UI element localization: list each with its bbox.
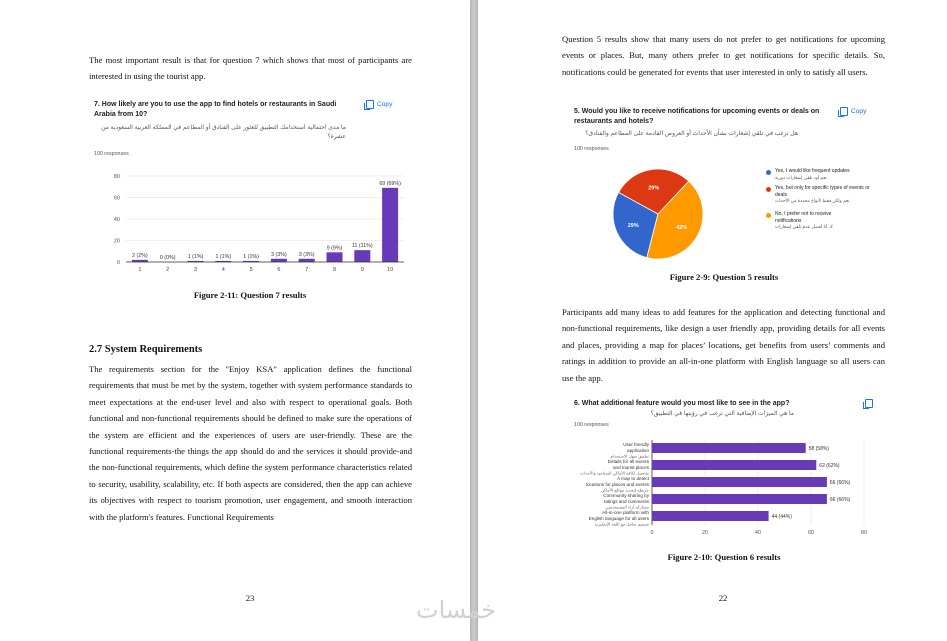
legend-label-ar: نعم ولكن فقط لأنواع محددة من الأحداث <box>775 198 850 203</box>
category-label: Community sharing by <box>603 493 649 498</box>
bar <box>652 511 769 521</box>
x-tick-label: 10 <box>387 267 394 273</box>
q7-bar-chart <box>88 170 408 280</box>
q6-question-ar: ما هي الميزات الإضافية التي ترغب في رؤيتها في التطبيق؟ <box>650 411 794 417</box>
x-tick-label: 80 <box>861 530 867 536</box>
x-tick-label: 1 <box>138 267 142 273</box>
data-label: 11 (11%) <box>351 243 373 250</box>
category-label-ar: خريطة لتحديد مواقع الأماكن <box>600 487 649 493</box>
copy-icon <box>840 107 848 116</box>
middle-paragraph: Participants add many ideas to add features for the application and detecting functional and non-functional requirements, like design a user friendly app, providing details for all events and places, providing a map for places’ locations, get benefits from users’ comments and ratings in addition to provide an all-in-one platform with English language so all users can use the app. <box>562 307 885 383</box>
q7-question: 7. How likely are you to use the app to find hotels or restaurants in Saudi Arabia from 10? <box>94 101 337 118</box>
x-tick-label: 7 <box>305 267 309 273</box>
data-label: 66 (66%) <box>829 480 851 486</box>
q5-legend <box>766 168 884 235</box>
data-label: 1 (1%) <box>243 253 259 260</box>
section-paragraph <box>89 361 412 525</box>
x-tick-label: 3 <box>193 267 198 273</box>
top-paragraph: Question 5 results show that many users do not prefer to get notifications for upcoming events or places. But, many others prefer to get notifications for specific details. So, notifications could be generated for events that user interested in only to satisfy all users. <box>562 34 885 77</box>
caption-q5: Figure 2-9: Question 5 results <box>669 272 779 282</box>
q6-bar-chart <box>568 438 886 546</box>
y-tick-label: 20 <box>113 238 120 245</box>
q6-question: 6. What additional feature would you most like to see in the app? <box>574 400 790 407</box>
x-tick-label: 6 <box>277 267 281 273</box>
data-label: 62 (62%) <box>819 463 840 469</box>
data-label: 58 (58%) <box>808 446 829 452</box>
data-label: 1 (1%) <box>215 253 232 260</box>
category-label-ar: تفاصيل لكافة الأماكن السياحية والأحداث <box>580 470 649 476</box>
bar <box>652 443 806 453</box>
data-label: 66 (66%) <box>829 497 851 503</box>
legend-dot-red <box>766 187 771 192</box>
data-label: 3 (3%) <box>298 251 315 258</box>
copy-chart-button[interactable] <box>865 399 873 408</box>
copy-chart-button[interactable] <box>840 107 866 116</box>
x-tick-label: 40 <box>755 530 761 536</box>
legend-item <box>766 185 884 211</box>
q5-responses: 100 responses <box>574 146 609 152</box>
category-label: A map to detect <box>617 476 649 481</box>
slice-label: 29% <box>648 185 660 192</box>
q5-question-ar: هل ترغب في تلقي إشعارات بشأن الأحداث أو العروض القادمة على المطاعم والفنادق؟ <box>585 131 798 137</box>
category-label-cont: English language for all users <box>588 516 649 521</box>
x-tick-label: 9 <box>360 267 364 273</box>
x-tick-label: 2 <box>166 267 170 273</box>
legend-label: No, I prefer not to receive notifications <box>775 211 832 224</box>
y-tick-label: 80 <box>113 174 120 180</box>
q5-question: 5. Would you like to receive notifications for upcoming events or deals on restaurants and hotels? <box>574 108 820 125</box>
category-label-ar: تصميم شامل مع اللغة الإنجليزية <box>594 521 649 527</box>
legend-label: Yes, but only for specific types of events or deals <box>775 185 870 198</box>
watermark: خمسات <box>416 596 497 624</box>
copy-icon <box>366 100 374 109</box>
section-paragraph-text: The requirements section for the "Enjoy KSA" application defines the functional requirements that must be met by the system, together with system performance standards to meet expectations at the end-user level and also with respect to operational goals. Both functional and non-functional requirements should be defined to make sure the operations of the system are efficient and the experiences of users are user-friendly. These are the functional requirements-the things the app should do and the services it should provide-and the non-functional requirements, which define the system performance characteristics related to security, usability, scalability, etc. If both aspects are considered, then the app can achieve its objectives with respect to tourism promotion, user engagement, and smooth interaction with the platform's features. <box>89 364 412 522</box>
data-label: 2 (2%) <box>132 252 148 259</box>
y-tick-label: 60 <box>113 195 120 202</box>
copy-label: Copy <box>377 101 393 108</box>
category-label: User friendly <box>623 442 649 447</box>
x-tick-label: 5 <box>249 267 253 273</box>
page-number-right: 22 <box>718 593 728 603</box>
bar <box>299 259 315 262</box>
x-tick-label: 4 <box>221 267 225 273</box>
x-tick-label: 8 <box>332 267 337 273</box>
data-label: 44 (44%) <box>771 514 792 520</box>
x-tick-label: 0 <box>650 530 654 536</box>
slice-label: 29% <box>627 222 639 229</box>
x-tick-label: 20 <box>702 530 708 536</box>
legend-item <box>766 168 884 185</box>
x-tick-label: 60 <box>808 530 814 536</box>
copy-chart-button[interactable] <box>366 100 392 109</box>
legend-item <box>766 211 884 235</box>
category-label-cont: ratings and comments <box>603 499 649 504</box>
data-label: 0 (0%) <box>159 255 176 261</box>
category-label-ar: تطبيق سهل الاستخدام <box>610 453 649 459</box>
slice-label: 42% <box>676 224 688 231</box>
page-right <box>478 0 947 641</box>
form-q6-card <box>568 396 886 548</box>
functional-requirements-label: Functional Requirements <box>187 511 274 522</box>
form-q7-card <box>88 94 408 290</box>
q5-pie-chart <box>608 166 708 262</box>
page-number-left: 23 <box>245 593 255 603</box>
intro-paragraph: The most important result is that for question 7 which shows that most of participants are interested in using the tourist app. <box>89 55 412 82</box>
caption-q6: Figure 2-10: Question 6 results <box>667 552 781 562</box>
category-label-ar: مشاركة آراء المستخدمين <box>605 504 649 510</box>
bar <box>652 477 827 487</box>
legend-label: Yes, I would like frequent updates <box>775 168 850 174</box>
legend-label-ar: لا، أنا أفضل عدم تلقي إشعارات <box>775 224 833 229</box>
q7-question-ar: ما مدى احتمالية استخدامك التطبيق للعثور على الفنادق أو المطاعم في المملكة العربية السعودية من عشرة؟ <box>101 125 346 140</box>
category-label-cont: application <box>627 448 649 453</box>
category-label-cont: locations for places and events <box>585 482 649 487</box>
category-label: Details for all events <box>607 459 649 464</box>
bar <box>354 250 370 262</box>
legend-label-ar: نعم أود تلقي إشعارات دورية <box>775 175 827 180</box>
legend-dot-orange <box>766 213 771 218</box>
caption-q7: Figure 2-11: Question 7 results <box>193 290 307 300</box>
bar <box>327 252 343 262</box>
legend-dot-blue <box>766 170 771 175</box>
data-label: 1 (1%) <box>187 253 204 260</box>
q7-responses: 100 responses <box>94 151 129 157</box>
bar <box>271 259 287 262</box>
section-heading: 2.7 System Requirements <box>89 344 203 355</box>
form-q5-card <box>568 104 886 264</box>
data-label: 69 (69%) <box>379 180 401 187</box>
category-label: All-in-one platform with <box>602 510 649 515</box>
bar <box>382 188 398 262</box>
bar <box>652 494 827 504</box>
y-tick-label: 0 <box>116 260 120 266</box>
q6-responses: 100 responses <box>574 422 609 428</box>
page-left <box>0 0 470 641</box>
data-label: 3 (3%) <box>271 251 287 258</box>
copy-label: Copy <box>851 108 867 115</box>
bar <box>652 460 816 470</box>
y-tick-label: 40 <box>113 217 120 223</box>
category-label-cont: and tourist places <box>612 465 649 470</box>
copy-icon <box>865 399 873 408</box>
data-label: 9 (9%) <box>326 245 343 252</box>
